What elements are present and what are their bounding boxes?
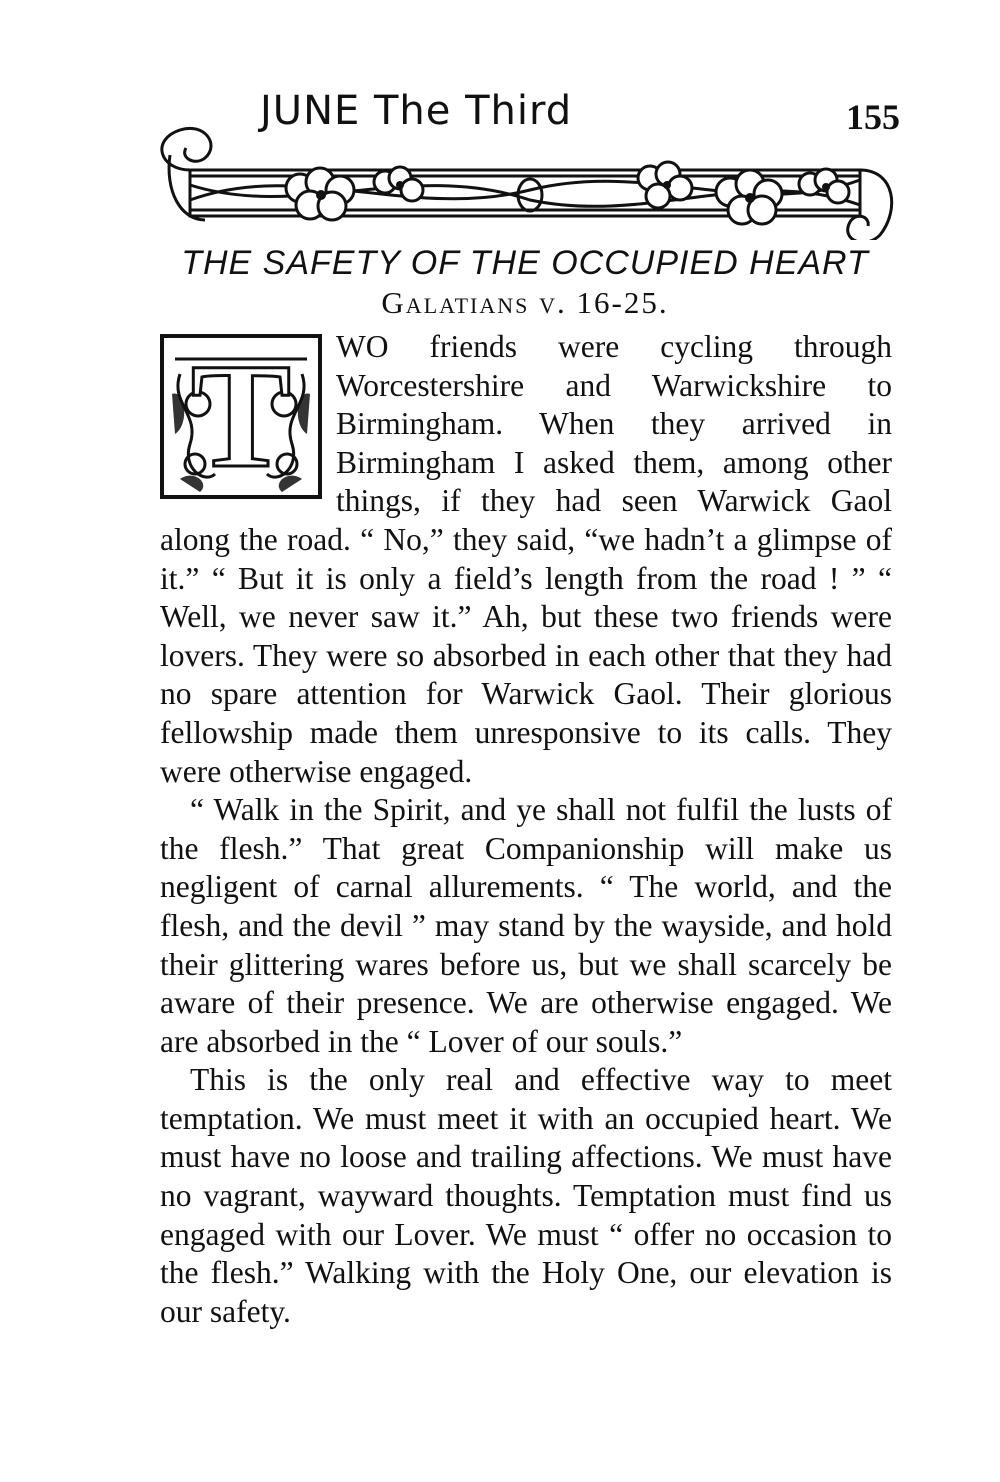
- running-title: JUNE The Third: [260, 88, 573, 134]
- page-header: [150, 80, 900, 240]
- article-body: [160, 328, 892, 1331]
- scripture-reference: Galatians v. 16-25.: [381, 285, 669, 320]
- floral-banner-ornament: [150, 110, 900, 240]
- paragraph-1: WO friends were cycling through Worcestershire and Warwickshire to Birmingham. When they arrived in Birmingham I asked them, among other things, if they had seen Warwick Gaol along the road. “ No,” they said, “we hadn’t a glimpse of it.” “ But it is only a field’s length from the road ! ” “ Well, we never saw it.” Ah, but these two friends were lovers. They were so absorbed in each other that they had no spare attention for Warwick Gaol. Their glorious fellowship made them unresponsive to its calls. They were otherwise engaged.: [160, 329, 892, 789]
- article-title: THE SAFETY OF THE OCCUPIED HEART: [181, 244, 869, 282]
- page-number: 155: [846, 97, 900, 137]
- paragraph-3: This is the only real and effective way to meet temptation. We must meet it with an occupied heart. We must have no loose and trailing affections. We must have no vagrant, wayward thoughts. Temptation must find us engaged with our Lover. We must “ offer no occasion to the flesh.” Walking with the Holy One, our elevation is our safety.: [160, 1062, 892, 1329]
- paragraph-2: “ Walk in the Spirit, and ye shall not fulfil the lusts of the flesh.” That great Companionship will make us negligent of carnal allurements. “ The world, and the flesh, and the devil ” may stand by the wayside, and hold their glittering wares before us, but we shall scarcely be aware of their presence. We are otherwise engaged. We are absorbed in the “ Lover of our souls.”: [160, 792, 892, 1059]
- drop-cap: [160, 334, 322, 499]
- drop-cap-letter: T: [190, 333, 292, 499]
